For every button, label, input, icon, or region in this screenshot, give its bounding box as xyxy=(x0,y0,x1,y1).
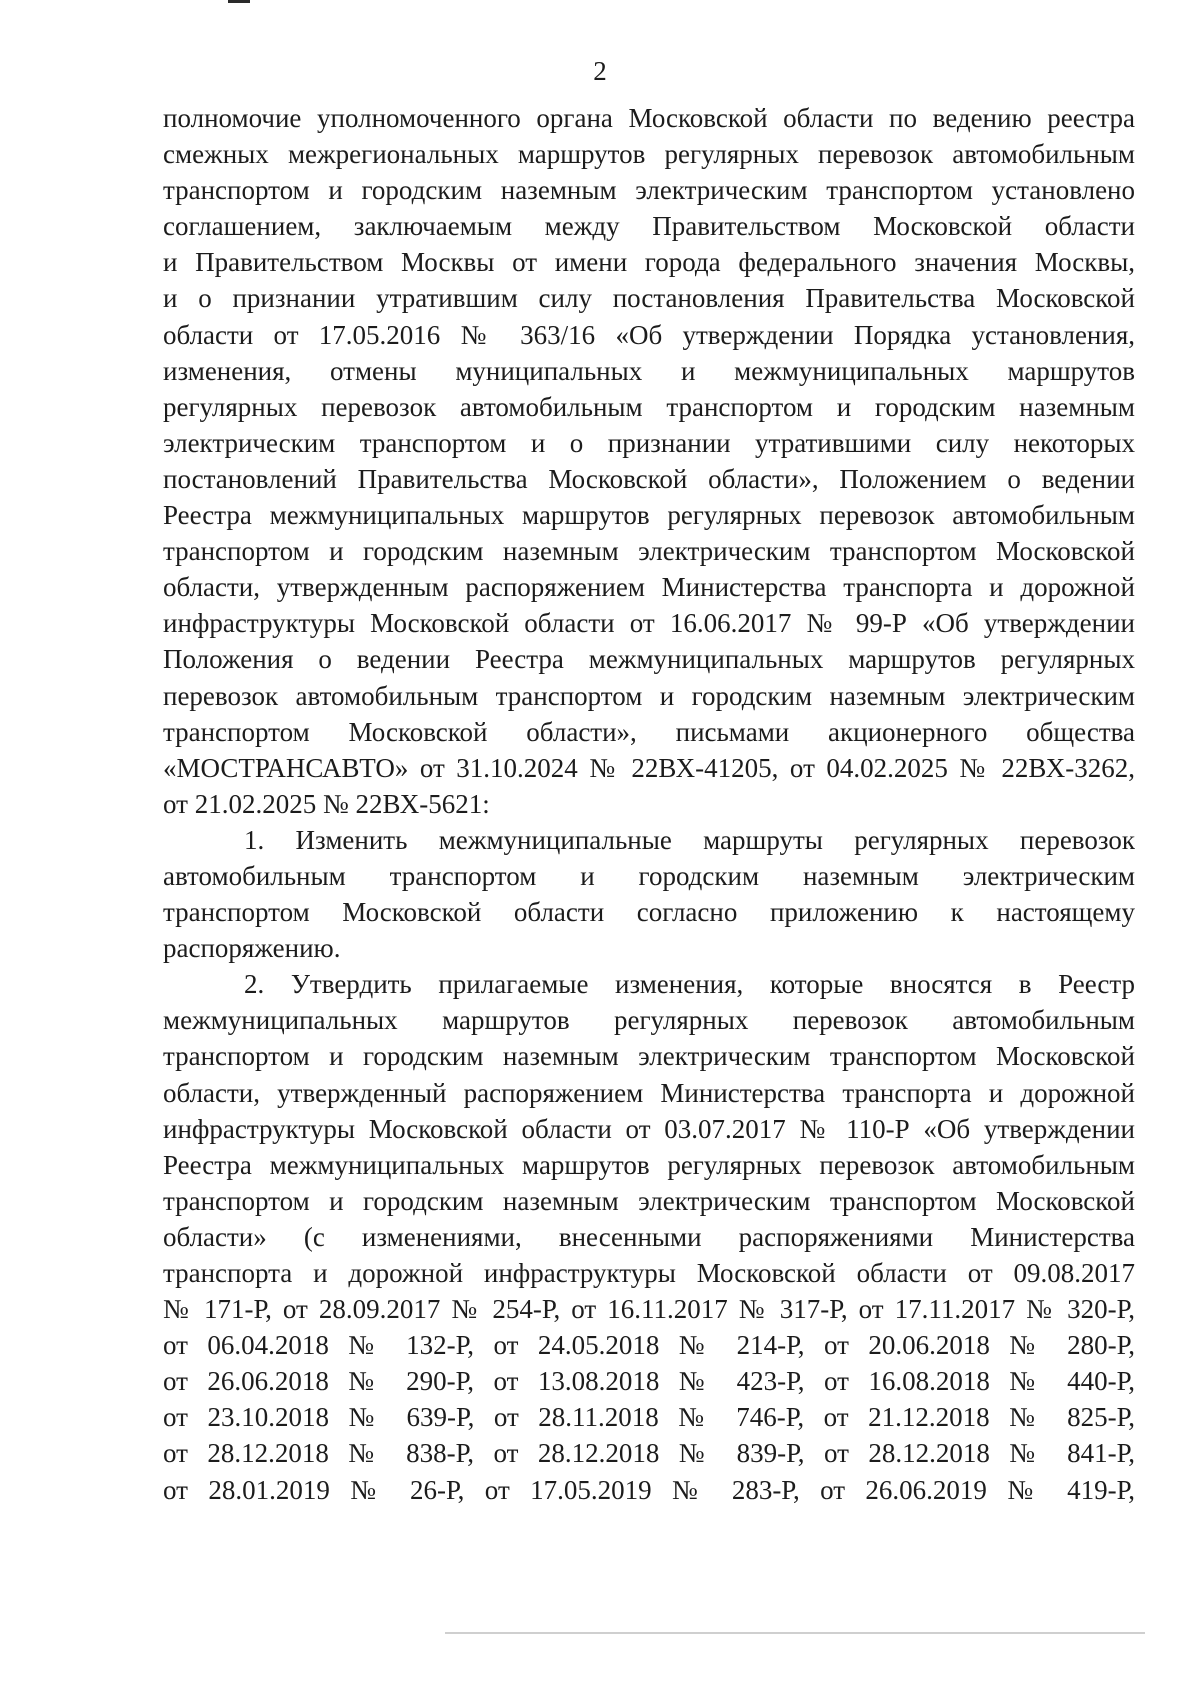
text-line: от 26.06.2018 № 290-Р, от 13.08.2018 № 423-Р, от 16.08.2018 № 440-Р, xyxy=(163,1366,1135,1397)
text-line: транспортом и городским наземным электрическим транспортом установлено xyxy=(163,175,1135,206)
scan-artifact-bottom-line xyxy=(445,1632,1145,1634)
text-line: Реестра межмуниципальных маршрутов регулярных перевозок автомобильным xyxy=(163,1149,1135,1180)
text-line: автомобильным транспортом и городским наземным электрическим xyxy=(163,860,1135,891)
text-line: от 28.12.2018 № 838-Р, от 28.12.2018 № 839-Р, от 28.12.2018 № 841-Р, xyxy=(163,1438,1135,1469)
text-line: Реестра межмуниципальных маршрутов регулярных перевозок автомобильным xyxy=(163,500,1135,531)
text-line: инфраструктуры Московской области от 03.07.2017 № 110-Р «Об утверждении xyxy=(163,1113,1135,1144)
text-line: перевозок автомобильным транспортом и городским наземным электрическим xyxy=(163,680,1135,711)
text-line: инфраструктуры Московской области от 16.06.2017 № 99-Р «Об утверждении xyxy=(163,608,1135,639)
text-line: и Правительством Москвы от имени города федерального значения Москвы, xyxy=(163,247,1135,278)
page-number: 2 xyxy=(593,56,607,86)
body-text xyxy=(163,100,1135,1508)
text-line: области, утвержденный распоряжением Министерства транспорта и дорожной xyxy=(163,1077,1135,1108)
text-line: транспортом и городским наземным электрическим транспортом Московской xyxy=(163,1185,1135,1216)
paragraph-1-start: 1. Изменить межмуниципальные маршруты регулярных перевозок xyxy=(244,824,1135,855)
text-line: транспортом и городским наземным электрическим транспортом Московской xyxy=(163,1041,1135,1072)
text-line: области» (с изменениями, внесенными распоряжениями Министерства xyxy=(163,1221,1135,1252)
text-line: изменения, отмены муниципальных и межмуниципальных маршрутов xyxy=(163,355,1135,386)
paragraph-2-start: 2. Утвердить прилагаемые изменения, которые вносятся в Реестр xyxy=(244,969,1135,1000)
text-line: Положения о ведении Реестра межмуниципальных маршрутов регулярных xyxy=(163,644,1135,675)
text-line: от 21.02.2025 № 22ВХ-5621: xyxy=(163,788,490,819)
text-line: соглашением, заключаемым между Правительством Московской области xyxy=(163,211,1135,242)
text-line: полномочие уполномоченного органа Московской области по ведению реестра xyxy=(163,103,1135,133)
text-line: «МОСТРАНСАВТО» от 31.10.2024 № 22ВХ-41205, от 04.02.2025 № 22ВХ-3262, xyxy=(163,752,1135,783)
text-line: от 28.01.2019 № 26-Р, от 17.05.2019 № 283-Р, от 26.06.2019 № 419-Р, xyxy=(163,1474,1135,1505)
text-line: транспортом и городским наземным электрическим транспортом Московской xyxy=(163,536,1135,567)
text-line: от 23.10.2018 № 639-Р, от 28.11.2018 № 746-Р, от 21.12.2018 № 825-Р, xyxy=(163,1402,1135,1433)
text-line: смежных межрегиональных маршрутов регулярных перевозок автомобильным xyxy=(163,139,1135,170)
text-line: регулярных перевозок автомобильным транспортом и городским наземным xyxy=(163,391,1135,422)
text-line: постановлений Правительства Московской области», Положением о ведении xyxy=(163,463,1135,494)
text-line: транспорта и дорожной инфраструктуры Московской области от 09.08.2017 xyxy=(163,1258,1135,1288)
text-line: межмуниципальных маршрутов регулярных перевозок автомобильным xyxy=(163,1005,1135,1036)
text-line: электрическим транспортом и о признании утратившими силу некоторых xyxy=(163,427,1135,458)
text-line: от 06.04.2018 № 132-Р, от 24.05.2018 № 214-Р, от 20.06.2018 № 280-Р, xyxy=(163,1330,1135,1361)
text-line: области от 17.05.2016 № 363/16 «Об утверждении Порядка установления, xyxy=(163,319,1135,350)
text-line: области, утвержденным распоряжением Министерства транспорта и дорожной xyxy=(163,572,1135,603)
text-line: № 171-Р, от 28.09.2017 № 254-Р, от 16.11.2017 № 317-Р, от 17.11.2017 № 320-Р, xyxy=(163,1294,1135,1325)
text-line: и о признании утратившим силу постановления Правительства Московской xyxy=(163,283,1135,314)
text-line: распоряжению. xyxy=(163,933,341,964)
text-line: транспортом Московской области согласно приложению к настоящему xyxy=(163,897,1135,928)
scan-artifact-top xyxy=(228,0,250,3)
text-line: транспортом Московской области», письмами акционерного общества xyxy=(163,716,1135,747)
